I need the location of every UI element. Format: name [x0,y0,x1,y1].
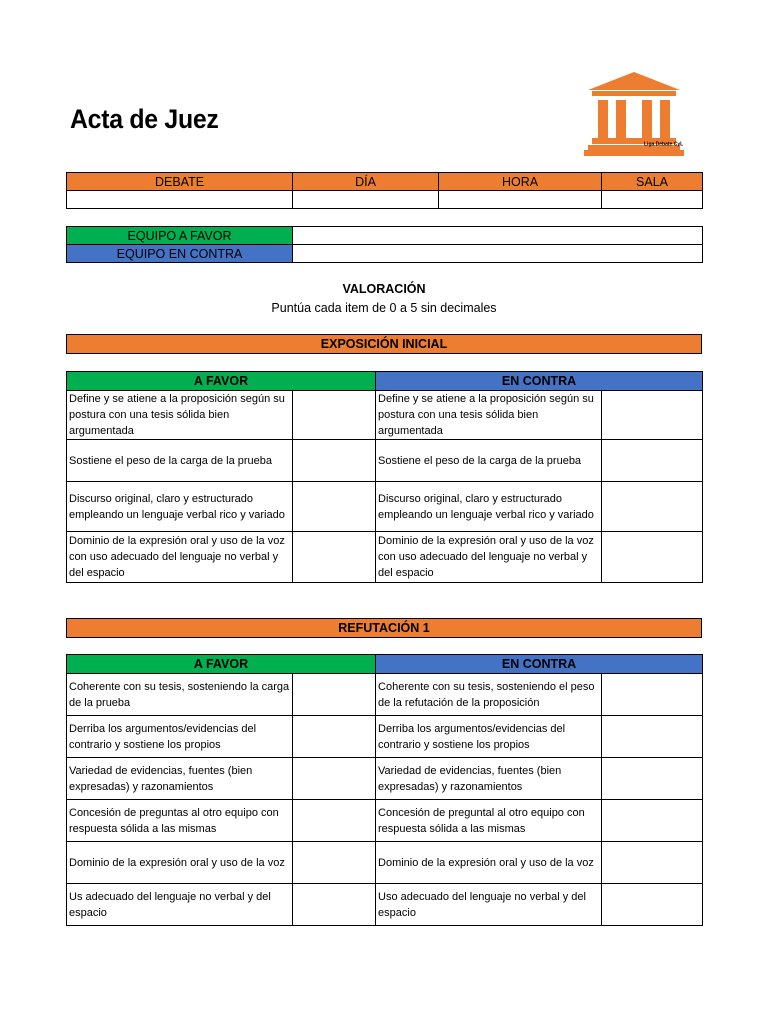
criterion-contra: Derriba los argumentos/evidencias del contrario y sostiene los propios [376,716,602,758]
criteria-table-refutacion [66,654,703,926]
criterion-favor: Discurso original, claro y estructurado empleando un lenguaje verbal rico y variado [67,482,293,532]
section-title-refutacion: REFUTACIÓN 1 [66,618,702,638]
score-cell-favor[interactable] [293,440,376,482]
criterion-contra: Coherente con su tesis, sosteniendo el peso de la refutación de la proposición [376,674,602,716]
criterion-favor: Sostiene el peso de la carga de la prueba [67,440,293,482]
score-cell-contra[interactable] [602,440,703,482]
criterion-favor: Dominio de la expresión oral y uso de la voz [67,842,293,884]
criterion-favor: Define y se atiene a la proposición según su postura con una tesis sólida bien argumentada [67,391,293,440]
table-row [67,482,703,532]
table-row [67,532,703,583]
table-row [67,758,703,800]
criterion-contra: Define y se atiene a la proposición según su postura con una tesis sólida bien argumentada [376,391,602,440]
logo [584,72,684,156]
score-cell-favor[interactable] [293,674,376,716]
valoracion-title: VALORACIÓN [342,282,426,296]
criterion-contra: Variedad de evidencias, fuentes (bien expresadas) y razonamientos [376,758,602,800]
score-cell-contra[interactable] [602,482,703,532]
table-row [67,674,703,716]
table-row [67,842,703,884]
pillared-building-icon [584,72,684,156]
score-cell-contra[interactable] [602,842,703,884]
table-row [67,716,703,758]
criterion-contra: Discurso original, claro y estructurado empleando un lenguaje verbal rico y variado [376,482,602,532]
criterion-favor: Derriba los argumentos/evidencias del contrario y sostiene los propios [67,716,293,758]
score-cell-favor[interactable] [293,800,376,842]
team-favor-label: EQUIPO A FAVOR [67,227,293,245]
score-cell-favor[interactable] [293,391,376,440]
debate-info-table [66,172,703,209]
criterion-contra: Sostiene el peso de la carga de la prueba [376,440,602,482]
score-cell-contra[interactable] [602,758,703,800]
page-title: Acta de Juez [70,104,219,134]
table-row [67,884,703,926]
score-cell-contra[interactable] [602,674,703,716]
score-cell-contra[interactable] [602,716,703,758]
score-cell-favor[interactable] [293,716,376,758]
criterion-favor: Concesión de preguntas al otro equipo con respuesta sólida a las mismas [67,800,293,842]
criterion-favor: Coherente con su tesis, sosteniendo la carga de la prueba [67,674,293,716]
criterion-favor: Dominio de la expresión oral y uso de la voz con uso adecuado del lenguaje no verbal y del espacio [67,532,293,583]
column-header-favor: A FAVOR [67,655,376,674]
score-cell-contra[interactable] [602,391,703,440]
header-sala: SALA [602,173,703,191]
score-cell-contra[interactable] [602,884,703,926]
teams-table [66,226,703,263]
criterion-favor: Us adecuado del lenguaje no verbal y del espacio [67,884,293,926]
score-cell-favor[interactable] [293,842,376,884]
column-header-contra: EN CONTRA [376,372,703,391]
sala-field[interactable] [602,191,703,209]
team-contra-field[interactable] [293,245,703,263]
valoracion-instruction: Puntúa cada item de 0 a 5 sin decimales [271,301,497,315]
criteria-table-exposicion [66,371,703,583]
column-header-favor: A FAVOR [67,372,376,391]
score-cell-contra[interactable] [602,800,703,842]
team-favor-field[interactable] [293,227,703,245]
table-row [67,440,703,482]
criterion-contra: Uso adecuado del lenguaje no verbal y del espacio [376,884,602,926]
score-cell-favor[interactable] [293,884,376,926]
score-cell-favor[interactable] [293,482,376,532]
logo-caption: Liga Debate CyL [644,141,684,148]
criterion-favor: Variedad de evidencias, fuentes (bien expresadas) y razonamientos [67,758,293,800]
criterion-contra: Dominio de la expresión oral y uso de la voz [376,842,602,884]
dia-field[interactable] [293,191,439,209]
score-cell-favor[interactable] [293,532,376,583]
column-header-contra: EN CONTRA [376,655,703,674]
table-row [67,391,703,440]
score-cell-favor[interactable] [293,758,376,800]
team-contra-label: EQUIPO EN CONTRA [67,245,293,263]
header-debate: DEBATE [67,173,293,191]
debate-field[interactable] [67,191,293,209]
criterion-contra: Concesión de preguntal al otro equipo con respuesta sólida a las mismas [376,800,602,842]
header-hora: HORA [439,173,602,191]
hora-field[interactable] [439,191,602,209]
score-cell-contra[interactable] [602,532,703,583]
header-dia: DÍA [293,173,439,191]
criterion-contra: Dominio de la expresión oral y uso de la voz con uso adecuado del lenguaje no verbal y del espacio [376,532,602,583]
table-row [67,800,703,842]
section-title-exposicion: EXPOSICIÓN INICIAL [66,334,702,354]
